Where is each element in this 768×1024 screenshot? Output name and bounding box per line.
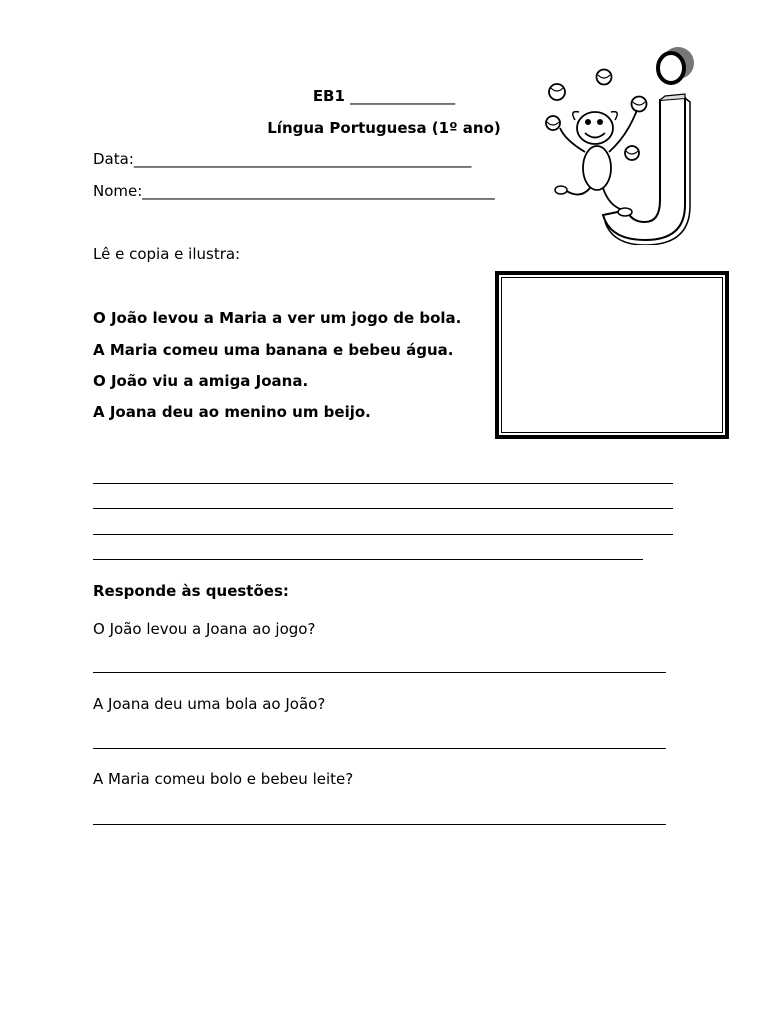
sentence-4: A Joana deu ao menino um beijo. (93, 403, 371, 421)
answer-line-3[interactable] (93, 824, 666, 825)
illustration-box-inner (501, 277, 723, 433)
instruction-text: Lê e copia e ilustra: (93, 245, 241, 263)
illustration-box[interactable] (495, 271, 729, 439)
sentence-2: A Maria comeu uma banana e bebeu água. (93, 341, 454, 359)
subject-title: Língua Portuguesa (1º ano) (267, 119, 501, 137)
copy-line[interactable] (93, 483, 673, 484)
name-label: Nome: (93, 182, 143, 200)
copy-line[interactable] (93, 534, 673, 535)
sentence-3: O João viu a amiga Joana. (93, 372, 309, 390)
name-blank[interactable]: _______________________________________________ (142, 182, 495, 200)
date-blank[interactable]: _____________________________________________ (133, 150, 472, 168)
sentence-1: O João levou a Maria a ver um jogo de bola. (93, 309, 462, 327)
question-2: A Joana deu uma bola ao João? (93, 695, 326, 713)
date-field[interactable] (93, 150, 471, 168)
copy-line[interactable] (93, 508, 673, 509)
copy-line[interactable] (93, 559, 643, 560)
school-blank: ______________ (350, 87, 456, 105)
questions-title: Responde às questões: (93, 582, 289, 600)
letter-j-juggling-monster-icon (535, 40, 705, 245)
date-label: Data: (93, 150, 134, 168)
answer-line-1[interactable] (93, 672, 666, 673)
name-field[interactable] (93, 182, 495, 200)
question-1: O João levou a Joana ao jogo? (93, 620, 316, 638)
question-3: A Maria comeu bolo e bebeu leite? (93, 770, 354, 788)
school-label: EB1 (312, 87, 345, 105)
answer-line-2[interactable] (93, 748, 666, 749)
